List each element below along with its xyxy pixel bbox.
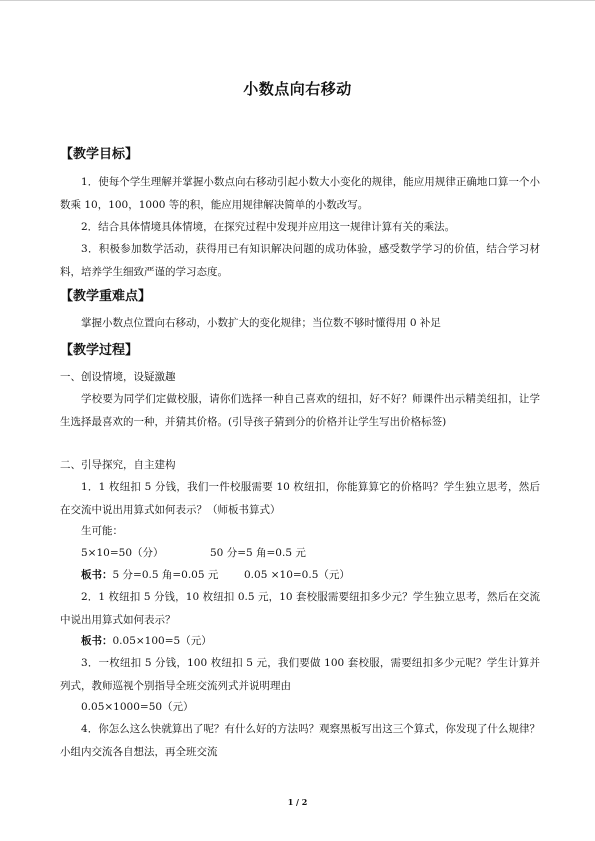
- section-heading-process: 【教学过程】: [60, 343, 139, 358]
- process-part1-text: 学校要为同学们定做校服，请你们选择一种自己喜欢的纽扣，好不好？师课件出示精美纽扣，让学生选择最喜欢的一种，并猜其价格。(引导孩子猜到分的价格并让学生写出价格标签): [60, 393, 540, 428]
- process-part1-title: 一、创设情境，设疑激趣: [60, 371, 176, 383]
- process-step-4: 4．你怎么这么快就算出了呢？有什么好的方法吗？观察黑板写出这三个算式，你发现了什么规律？小组内交流各自想法，再全班交流: [60, 723, 540, 758]
- section-heading-key-points: 【教学重难点】: [60, 289, 152, 304]
- student-may-label: 生可能：: [81, 525, 123, 537]
- process-step-3: 3．一枚纽扣 5 分钱，100 枚纽扣 5 元，我们要做 100 套校服，需要纽扣多少元呢？学生计算并列式，教师巡视个别指导全班交流列式并说明理由: [60, 657, 540, 692]
- goal-item-2: 2．结合具体情境具体情境，在探究过程中发现并应用这一规律计算有关的乘法。: [81, 221, 456, 233]
- page-top-border: [0, 0, 595, 1]
- section-heading-goals: 【教学目标】: [60, 147, 139, 162]
- formula-50fen: 50 分=5 角=0.5 元: [210, 547, 306, 559]
- process-step-1: 1．1 枚纽扣 5 分钱，我们一件校服需要 10 枚纽扣，你能算算它的价格吗？学生独立思考，然后在交流中说出用算式如何表示？（师板书算式）: [60, 481, 540, 516]
- board-note-2: [81, 630, 212, 652]
- process-step-2: 2．1 枚纽扣 5 分钱，10 枚纽扣 0.5 元，10 套校服需要纽扣多少元？学生独立思考，然后在交流中说出用算式如何表示？: [60, 591, 540, 626]
- board-label: 板书：: [81, 569, 113, 581]
- goal-item-1: 1．使每个学生理解并掌握小数点向右移动引起小数大小变化的规律，能应用规律正确地口算一个小数乘 10，100，1000 等的积，能应用规律解决简单的小数改写。: [60, 176, 540, 211]
- goal-item-3: 3．积极参加数学活动，获得用已有知识解决问题的成功体验，感受数学学习的价值，结合学习材料，培养学生细致严谨的学习态度。: [60, 243, 540, 278]
- formula-0.05x1000: 0.05×1000=50（元）: [81, 701, 194, 713]
- board-note-1-b: 0.05 ×10=0.5（元）: [244, 569, 350, 581]
- board-label: 板书：: [81, 635, 113, 647]
- key-points-text: 掌握小数点位置向右移动，小数扩大的变化规律；当位数不够时懂得用 0 补足: [81, 317, 441, 329]
- board-note-1-a: 5 分=0.5 角=0.05 元: [112, 569, 219, 581]
- page-number: 1 / 2: [287, 797, 308, 807]
- formula-5x10: 5×10=50（分）: [81, 547, 164, 559]
- process-part2-title: 二、引导探究，自主建构: [60, 459, 176, 471]
- document-title: 小数点向右移动: [243, 80, 352, 98]
- board-note-2-text: 0.05×100=5（元）: [112, 635, 212, 647]
- board-note-1: [81, 564, 218, 586]
